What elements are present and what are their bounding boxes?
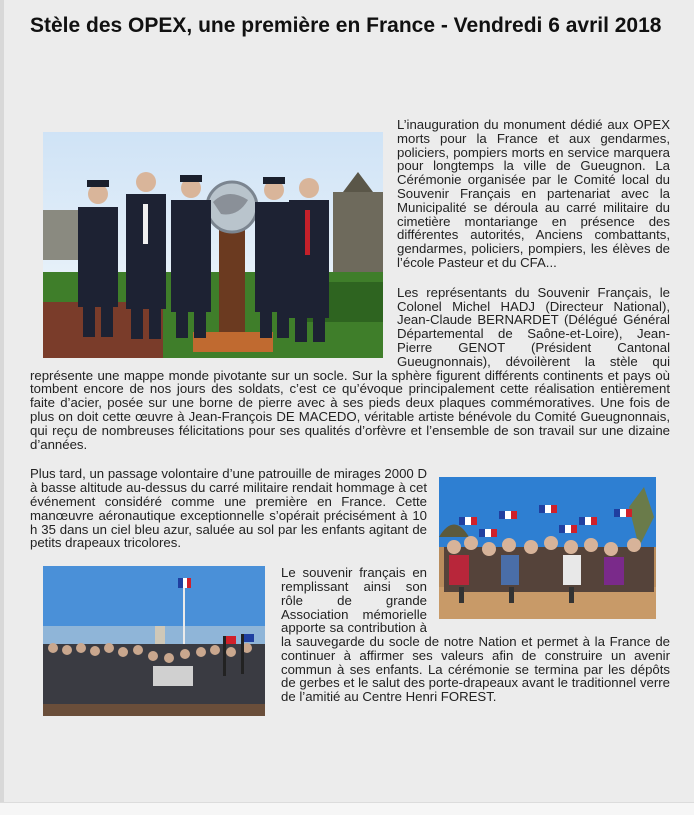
paragraph-4: Le souvenir français en remplissant ainsi son rôle de grande Association mémorielle apporte sa contribution à la sauvegarde du socle de notre Nation et permet à la France de continuer à affirmer ses valeurs afin de construire un avenir commun à ses enfants. La cérémonie se termina par les dépôts de gerbes et le salut des porte-drapeaux avant le traditionnel verre de l’amitié au Centre Henri FOREST.	[281, 565, 670, 705]
paragraph-3: Plus tard, un passage volontaire d’une patrouille de mirages 2000 D à basse altitude au-dessus du carré militaire rendait hommage à cet événement considéré comme une première en France. Cette manœuvre aéronautique exceptionnelle s’opérait précisément à 10 h 35 dans un ciel bleu azur, saluée au sol par les enfants agitant de petits drapeaux tricolores.	[30, 466, 427, 551]
photo-ceremony-crowd	[43, 566, 265, 716]
footer-bar	[0, 802, 694, 815]
article-body	[30, 118, 670, 722]
photo-children-flags	[439, 477, 656, 619]
left-border	[0, 0, 4, 802]
photo-stele-dignitaries	[43, 132, 383, 358]
paragraph-1: L’inauguration du monument dédié aux OPEX morts pour la France et aux gendarmes, policiers, pompiers morts en service marquera pour longtemps la ville de Gueugnon. La Cérémonie organisée par le Comité local du Souvenir Français en partenariat avec la Municipalité se déroula au carré militaire du cimetière montariange en présence des différentes autorités, Anciens combattants, gendarmes, policiers, pompiers, les élèves de l’école Pasteur et du CFA...	[397, 117, 670, 270]
article-title: Stèle des OPEX, une première en France - Vendredi 6 avril 2018	[30, 14, 662, 37]
paragraph-2: Les représentants du Souvenir Français, le Colonel Michel HADJ (Directeur National), Jean-Claude BERNARDET (Délégué Général Départemental de Saône-et-Loire), Jean-Pierre GENOT (Président Cantonal Gueugnonnais), dévoilèrent la stèle qui représente une mappe monde pivotante sur un socle. Sur la sphère figurent différents continents et pays où tombent encore de nos jours des soldats, c’est ce qu’évoque principalement cette réalisation entièrement faite d’acier, posée sur une borne de pierre avec à ses pieds deux plaques commémoratives. Une fois de plus on doit cette œuvre à Jean-François DE MACEDO, véritable artiste bénévole du Comité Gueugnonnais, qui reçu de nombreuses félicitations pour ses qualités d’orfèvre et l’ensemble de son travail sur une dizaine d’années.	[30, 284, 670, 452]
